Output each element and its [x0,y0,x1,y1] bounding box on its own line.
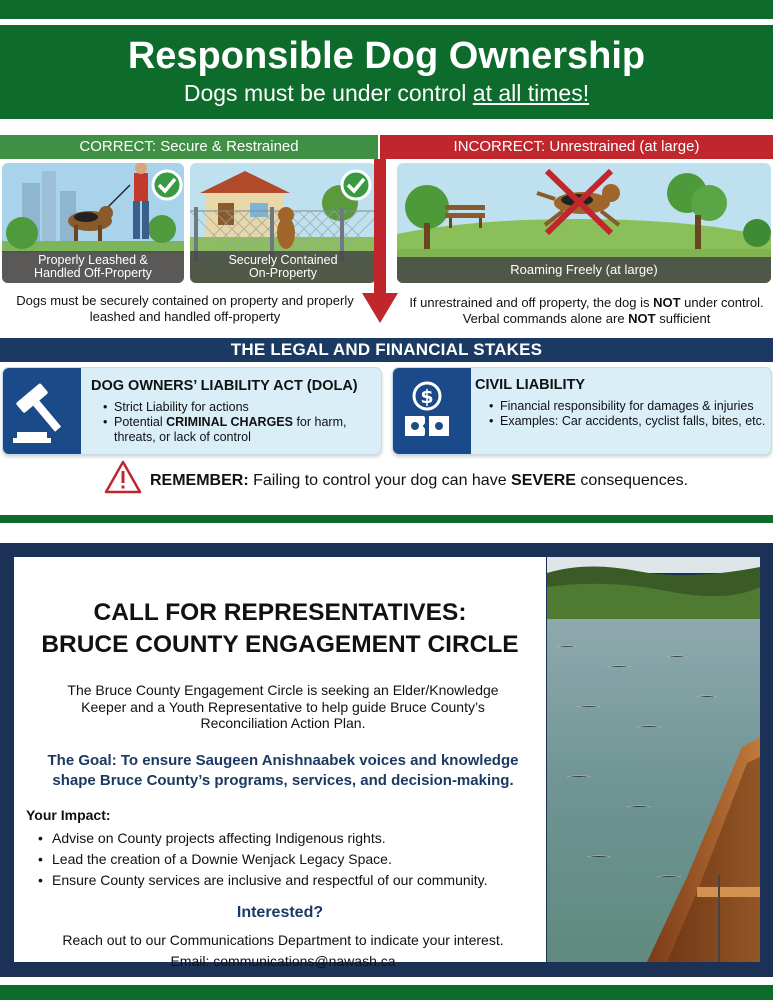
divider-green-stripe [0,515,773,523]
dola-title: DOG OWNERS’ LIABILITY ACT (DOLA) [91,378,358,394]
list-item: • Potential CRIMINAL CHARGES for harm, threats, or lack of control [103,415,373,445]
leashed-dog-illustration [2,163,184,283]
contact-info: Reach out to our Communications Department to indicate your interest. Email: communications@nawash.ca [14,930,552,972]
subtitle-emphasis: at all times! [472,80,590,106]
bottom-green-stripe [0,985,773,1000]
call-box [14,557,546,969]
down-arrow-icon [362,293,398,323]
call-description: The Bruce County Engagement Circle is seeking an Elder/Knowledge Keeper and a Youth Representative to help guide Bruce County’s Reconciliation Action Plan. [67,682,499,731]
roaming-dog-illustration [397,163,771,283]
leashed-caption: Properly Leashed & Handled Off-Property [2,251,184,283]
correct-caption: Dogs must be securely contained on property and properly leashed and handled off-property [16,293,354,324]
list-item: • Advise on County projects affecting Indigenous rights. [38,828,538,849]
impact-list [38,828,538,891]
call-title: CALL FOR REPRESENTATIVES: BRUCE COUNTY ENGAGEMENT CIRCLE [41,599,519,658]
roaming-caption: Roaming Freely (at large) [397,257,771,283]
list-item: • Financial responsibility for damages & injuries [489,399,771,414]
civil-liability-card [392,367,772,455]
incorrect-caption: If unrestrained and off property, the dog is NOT under control. Verbal commands alone are NOT sufficient [409,295,764,326]
interested-heading: Interested? [236,904,324,921]
list-item: • Examples: Car accidents, cyclist falls, bites, etc. [489,414,771,429]
list-item: • Ensure County services are inclusive and respectful of our community. [38,870,538,891]
page-title: Responsible Dog Ownership [127,35,646,77]
gavel-icon [3,368,81,454]
civil-title: CIVIL LIABILITY [475,377,586,393]
warning-icon [104,460,142,494]
impact-label: Your Impact: [26,807,111,823]
list-item: • Lead the creation of a Downie Wenjack Legacy Space. [38,849,538,870]
fenced-caption: Securely Contained On-Property [190,251,376,283]
list-item: • Strict Liability for actions [103,400,373,415]
correct-banner: CORRECT: Secure & Restrained [0,135,378,159]
contact-email[interactable]: Email: communications@nawash.ca [170,953,396,969]
svg-text:$: $ [420,386,434,408]
page-subtitle: Dogs must be under control at all times! [183,80,590,106]
remember-text: REMEMBER: Failing to control your dog can have SEVERE consequences. [150,472,689,489]
canoe-lake-photo [547,557,760,962]
poster-header [0,25,773,119]
fenced-dog-illustration [190,163,376,283]
red-arrow-stem [374,159,386,295]
call-for-representatives-panel [0,543,773,977]
call-goal: The Goal: To ensure Saugeen Anishnaabek voices and knowledge shape Bruce County’s programs, services, and decision-making. [47,752,519,789]
stakes-banner: THE LEGAL AND FINANCIAL STAKES [0,338,773,362]
money-damage-icon [393,368,471,454]
civil-list [489,399,771,429]
dola-list [103,400,373,445]
remember-callout [0,460,773,496]
dola-card [2,367,382,455]
incorrect-banner: INCORRECT: Unrestrained (at large) [380,135,773,159]
top-green-stripe [0,0,773,19]
